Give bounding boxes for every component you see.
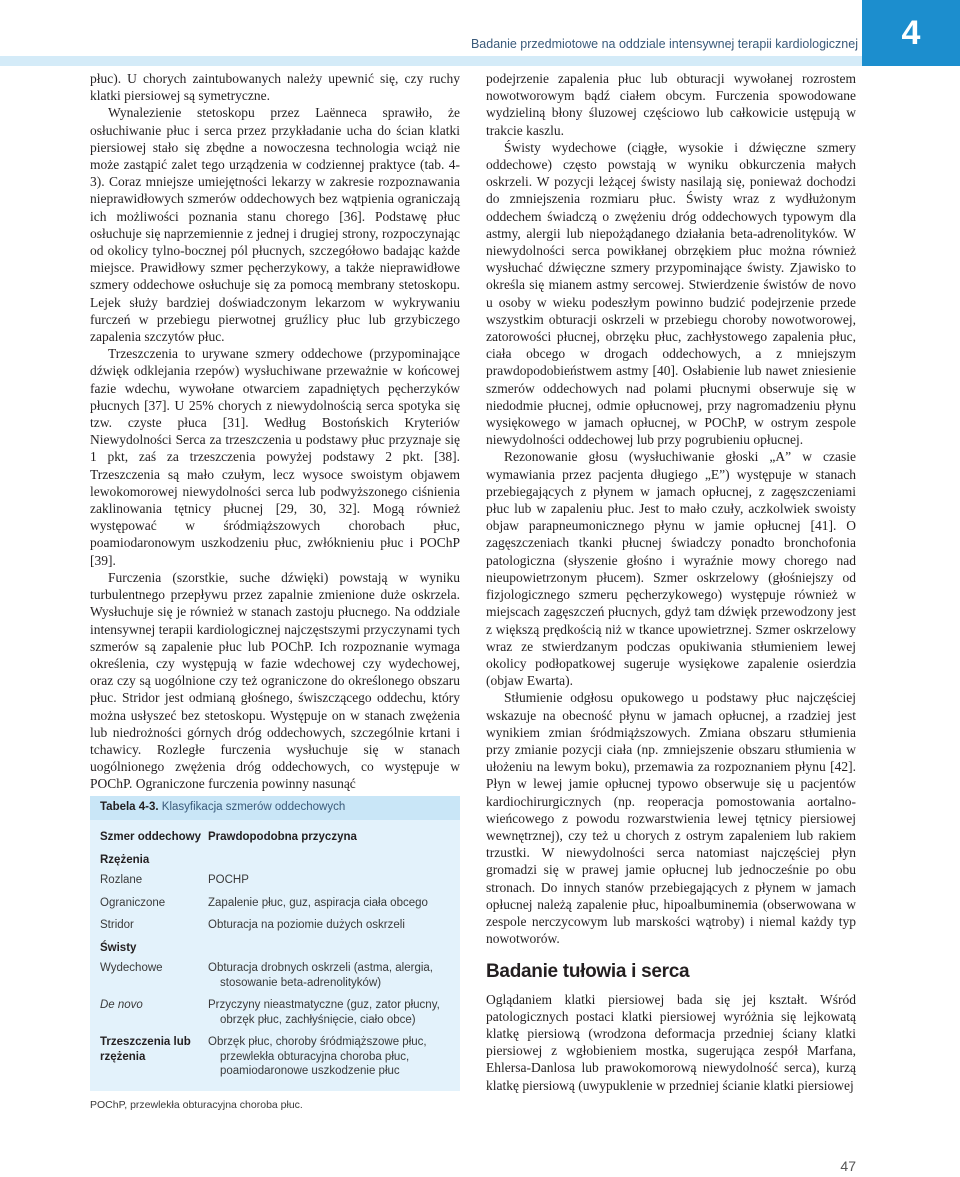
murmur-cause: Obrzęk płuc, choroby śródmiąższowe płuc, przewlekła obturacyjna choroba płuc, poamiodaronowe uszkodzenie płuc	[208, 1036, 427, 1077]
murmur-cause: POCHP	[208, 874, 249, 886]
murmur-cause: Obturacja drobnych oskrzeli (astma, alergia, stosowanie beta-adrenolityków)	[208, 962, 433, 989]
murmur-cause: Przyczyny nieastmatyczne (guz, zator płucny, obrzęk płuc, zachłyśnięcie, ciało obce)	[208, 999, 440, 1026]
paragraph: Stłumienie odgłosu opukowego u podstawy płuc najczęściej wskazuje na obecność płynu w jamach opłucnej, a rzadziej jest wynikiem zmian śródmiąższowych. Zmiana obszaru stłumienia przy zmianie pozycji ciała (np. zmniejszenie obszaru stłumienia w ułożeniu na lewym boku), przemawia za rozpoznaniem płynu [42]. Płyn w lewej jamie opłucnej typowo obserwuje się u pacjentów kardiochirurgicznych (np. reoperacja pomostowania aortalno-wieńcowego z powodu rozwarstwienia lewej tętnicy piersiowej wewnętrznej), czy też u chorych z ostrym zapaleniem lub rakiem trzustki. W niewydolności serca natomiast najczęściej płyn gromadzi się w prawej jamie opłucnej lub jednocześnie po obu stronach. Do innych stanów przebiegających z płynem w jamach opłucnej należą zapalenie płuc, hipoalbuminemia (obserwowana w zespole nerczycowym lub marskości wątroby) i niemal każdy typ nowotworów.	[486, 690, 856, 947]
paragraph: Rezonowanie głosu (wysłuchiwanie głoski „A” w czasie wymawiania przez pacjenta długiego „E”) występuje w stanach przebiegających z płynem w jamach opłucnej, z zagęszczeniami płuc lub w zapaleniu płuc. Jest to mało czuły, aczkolwiek swoisty objaw parapneumonicznego płynu w jamie opłucnej [41]. O zagęszczeniach tkanki płucnej świadczy ponadto bronchofonia patologiczna (słyszenie głośno i wyraźnie mowy chorego nad nieupowietrzonym płucem). Szmer oskrzelowy (głośniejszy od fizjologicznego szmeru pęcherzykowego) występuje również w miejscach zagęszczeń płucnych, gdyż tam dźwięk przewodzony jest z większą prędkością niż w tkance upowietrznej. Szmer oskrzelowy wraz ze stwierdzanym podczas opukiwania stłumieniem lewej okolicy podłopatkowej sugeruje wysiękowe zapalenie osierdzia (objaw Ewarta).	[486, 449, 856, 689]
right-column	[486, 70, 856, 1094]
group-label: Świsty	[100, 941, 137, 954]
paragraph: Trzeszczenia to urywane szmery oddechowe (przypominające dźwięk odklejania rzepów) wysłuchiwane przeważnie w końcowej fazie wdechu, wywołane otwarciem zapadniętych pęcherzyków płucnych [37]. U 25% chorych z niewydolnością serca spotyka się tzw. czyste płuca [31]. Według Bostońskich Kryteriów Niewydolności Serca za trzeszczenia u podstawy płuc przyznaje się 1 pkt, zaś za trzeszczenia powyżej podstawy 2 pkt. [38]. Trzeszczenia są mało czułym, lecz wysoce swoistym objawem lewokomorowej niewydolności serca lub podwyższonego ciśnienia zaklinowania tętnicy płucnej [29, 30, 32]. Mogą również występować w śródmiąższowych chorobach płuc, poamiodaronowym uszkodzeniu płuc, zwłóknieniu płuc i POChP [39].	[90, 346, 460, 568]
murmur-name: Ograniczone	[100, 896, 166, 909]
table-group-row	[90, 939, 460, 960]
table-footnote: POChP, przewlekła obturacyjna choroba płuc.	[90, 1098, 303, 1111]
table-caption	[90, 796, 460, 820]
murmur-cause: Obturacja na poziomie dużych oskrzeli	[208, 919, 405, 931]
section-heading: Badanie tułowia i serca	[486, 961, 690, 983]
table-row	[90, 894, 460, 917]
table-number: Tabela 4-3.	[100, 801, 159, 813]
paragraph: Oglądaniem klatki piersiowej bada się jej kształt. Wśród patologicznych postaci klatki piersiowej wyróżnia się lejkowatą klatkę piersiową (wrodzona deformacja przedniej ściany klatki piersiowej z wgłobieniem mostka, sugerująca zespół Marfana, Ehlersa-Danlosa lub prawokomorową niewydolność serca), kurzą klatkę piersiową (uwypuklenie w przedniej ścianie klatki piersiowej	[486, 991, 856, 1093]
murmur-name: Trzeszczenia lub rzężenia	[100, 1036, 191, 1063]
murmur-name: Wydechowe	[100, 962, 163, 974]
paragraph: Furczenia (szorstkie, suche dźwięki) powstają w wyniku turbulentnego przepływu przez zapalnie zmienione duże oskrzela. Wysłuchuje się je również w stanach zastoju płucnego. Na oddziale intensywnej terapii kardiologicznej najczęstszymi przyczynami tych szmerów są zapalenie płuc lub POChP. Ich rozpoznanie wymaga określenia, czy występują w fazie wdechowej czy wydechowej, oraz czy są uogólnione czy też ograniczone do określonego obszaru płuc. Stridor jest odmianą głośnego, świszczącego oddechu, który można usłyszeć bez stetoskopu. Występuje on w stanach zwężenia lub niedrożności górnych dróg oddechowych, szczególnie krtani i tchawicy. Rozległe furczenia wysłuchuje się w stanach uogólnionego zwężenia dróg oddechowych, co występuje w POChP. Ograniczone furczenia powinny nasunąć	[90, 569, 460, 792]
table-4-3	[90, 796, 460, 1111]
paragraph: płuc). U chorych zaintubowanych należy upewnić się, czy ruchy klatki piersiowej są symetryczne.	[90, 71, 460, 104]
col-header-cause: Prawdopodobna przyczyna	[208, 831, 357, 843]
paragraph: podejrzenie zapalenia płuc lub obturacji wywołanej rozrostem nowotworowym bądź ciałem obcym. Furczenia spowodowane wydzieliną błony śluzowej częściowo lub całkowicie ustępują w trakcie kaszlu.	[486, 71, 856, 138]
murmur-name: De novo	[100, 999, 143, 1011]
group-label: Rzężenia	[100, 853, 150, 866]
table-header-row	[90, 826, 460, 851]
table-body	[90, 820, 460, 1091]
running-header: Badanie przedmiotowe na oddziale intensywnej terapii kardiologicznej	[470, 37, 858, 51]
table-row	[90, 996, 460, 1033]
table-title: Klasyfikacja szmerów oddechowych	[161, 801, 346, 813]
murmur-cause: Zapalenie płuc, guz, aspiracja ciała obcego	[208, 896, 428, 909]
table-row	[90, 871, 460, 894]
page-number: 47	[840, 1158, 856, 1174]
paragraph: Wynalezienie stetoskopu przez Laënneca sprawiło, że osłuchiwanie płuc i serca przez przykładanie ucha do ścian klatki piersiowej stało się zbędne a nowoczesna technologia wciąż nie może zastąpić zalet tego urządzenia w codziennej praktyce (tab. 4-3). Coraz mniejsze umiejętności lekarzy w zakresie rozpoznawania nieprawidłowych szmerów oddechowych bez wątpienia ograniczają ich możliwości poznania stanu chorego [36]. Podstawę płuc osłuchuje się naprzemiennie z jednej i drugiej strony, rozpoczynając od okolicy tylno-bocznej pól płucnych, szczegółowo badając każde miejsce. Prawidłowy szmer pęcherzykowy, a także nieprawidłowe szmery oddechowe osłuchuje się za pomocą membrany stetoskopu. Lejek służy bardziej doświadczonym lekarzom w wykrywaniu furczeń w przebiegu pierwotnej gruźlicy płuc lub grzybiczego zapalenia szczytów płuc.	[90, 105, 460, 345]
chapter-number-tab: 4	[862, 0, 960, 66]
murmur-name: Rozlane	[100, 874, 143, 886]
murmur-name: Stridor	[100, 919, 134, 931]
table-row	[90, 1033, 460, 1085]
paragraph: Świsty wydechowe (ciągłe, wysokie i dźwięczne szmery oddechowe) często powstają w wyniku obkurczenia małych oskrzeli. W pozycji leżącej świsty nasilają się, ponieważ dochodzi do zmniejszenia rozmiaru płuc. Świsty wraz z wydłużonym oddechem świadczą o zwężeniu dróg oddechowych typowym dla astmy, alergii lub niepożądanego działania beta-adrenolityków. W niewydolności serca powikłanej obrzękiem płuc można również wysłuchać dźwięczne szmery przypominające świsty. Zjawisko to określa się mianem astmy sercowej. Stwierdzenie świstów de novo u osoby w wieku podeszłym powinno budzić podejrzenie przede wszystkim obturacji oskrzeli w przebiegu choroby nowotworowej, zatorowości płucnej, obrzęku płuc, zachłystowego zapalenia płuc, ciała obcego w drogach oddechowych, a z mniejszym prawdopodobieństwem astmy [40]. Osłabienie lub nawet zniesienie szmerów oddechowych nad polami płucnymi obserwuje się w niedodmie płucnej, odmie opłucnowej, przy nagromadzeniu płynu wysiękowego w jamach opłucnej, w POChP, w ostrym zespole niewydolności oddechowej lub przy pogrubieniu opłucnej.	[486, 139, 856, 448]
table-row	[90, 916, 460, 939]
table-group-row	[90, 851, 460, 872]
left-column	[90, 70, 460, 793]
col-header-murmur: Szmer oddechowy	[100, 831, 201, 843]
table-row	[90, 959, 460, 996]
header-rule	[0, 56, 960, 66]
